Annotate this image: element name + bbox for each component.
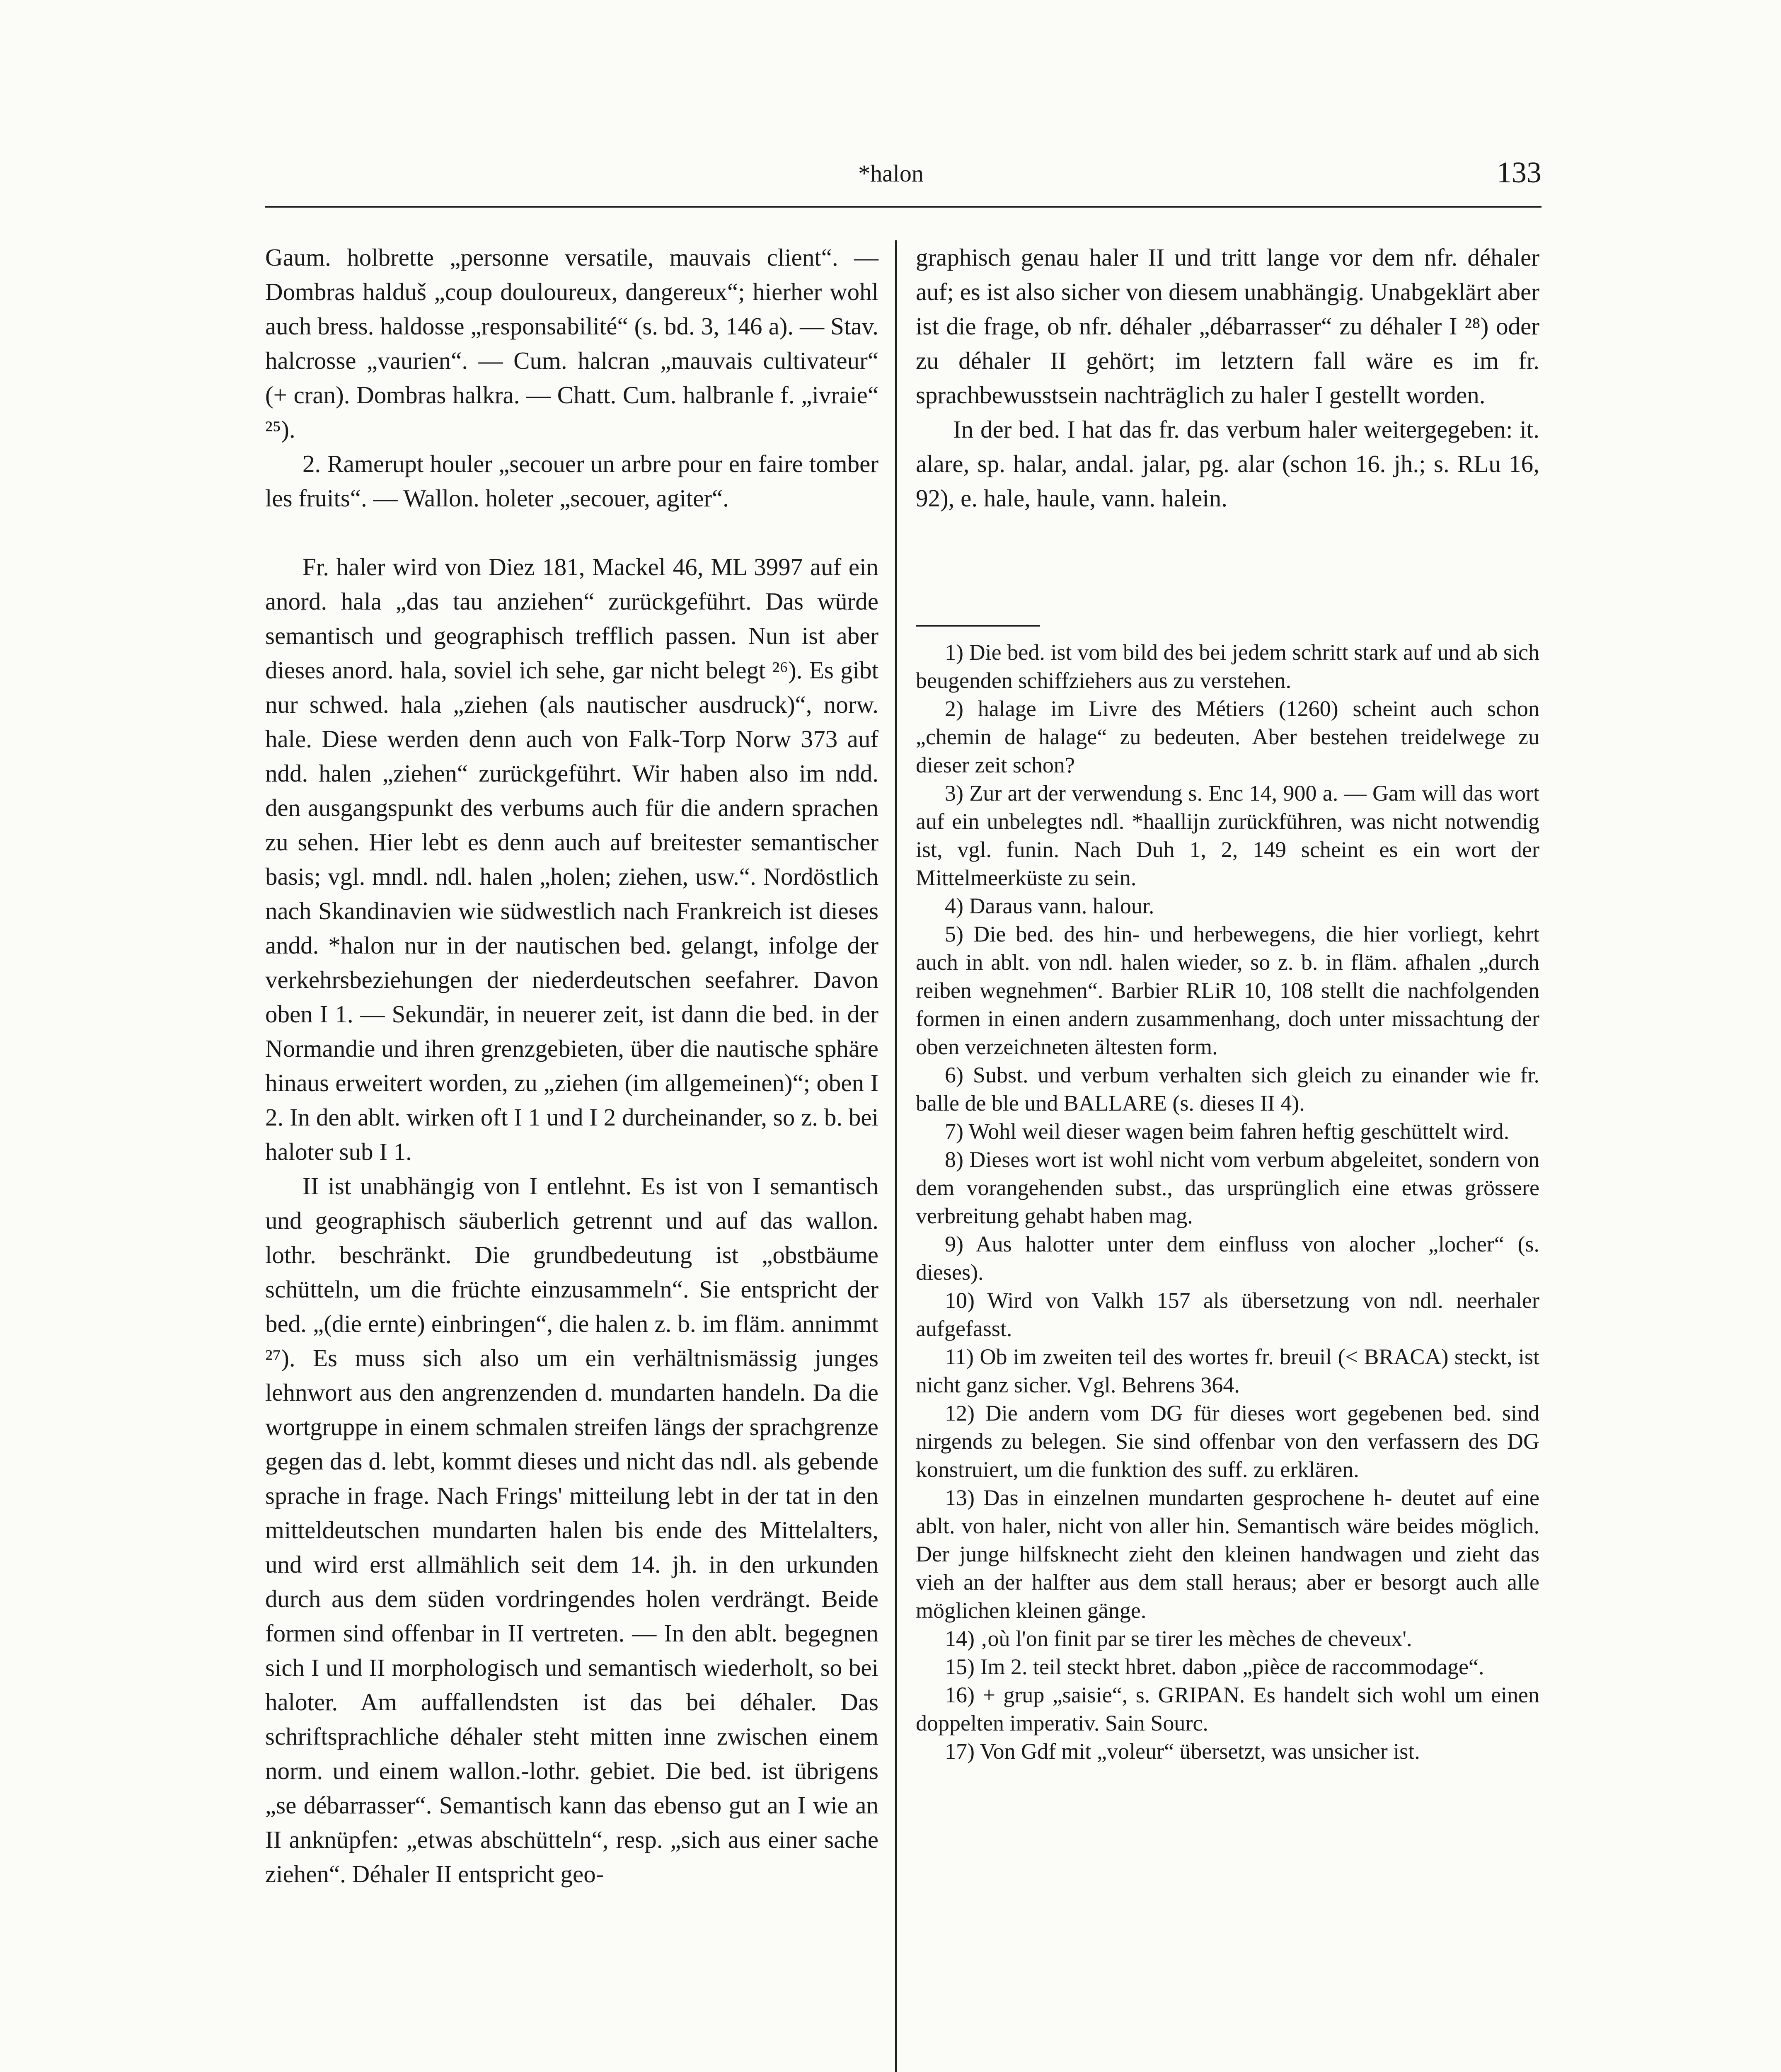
footnote: 13) Das in einzelnen mundarten gesprochene h- deutet auf eine ablt. von haler, nicht von aller hin. Semantisch wäre beides möglich. Der junge hilfsknecht zieht den kleinen handwagen und zieht das vieh an der halfter aus dem stall heraus; aber er besorgt auch alle möglichen kleinen gänge. bbox=[916, 1485, 1539, 1623]
footnote: 16) + grup „saisie“, s. GRIPAN. Es handelt sich wohl um einen doppelten imperativ. Sain Sourc. bbox=[916, 1682, 1539, 1736]
footnote: 5) Die bed. des hin- und herbewegens, die hier vorliegt, kehrt auch in ablt. von ndl. halen wieder, so z. b. in fläm. afhalen „durch reiben wegnehmen“. Barbier RLiR 10, 108 stellt die nachfolgenden formen in einen andern zusammenhang, doch unter missachtung der oben verzeichneten ältesten form. bbox=[916, 922, 1539, 1059]
right-column bbox=[916, 240, 1539, 516]
footnote: 17) Von Gdf mit „voleur“ übersetzt, was unsicher ist. bbox=[945, 1739, 1420, 1764]
paragraph: Gaum. holbrette „personne versatile, mauvais client“. — Dombras halduš „coup douloureux, dangereux“; hierher wohl auch bress. haldosse „responsabilité“ (s. bd. 3, 146 a). — Stav. halcrosse „vaurien“. — Cum. halcran „mauvais cultivateur“ (+ cran). Dombras halkra. — Chatt. Cum. halbranle f. „ivraie“ ²⁵). bbox=[265, 244, 878, 443]
header-rule bbox=[265, 206, 1541, 208]
footnote: 10) Wird von Valkh 157 als übersetzung von ndl. neerhaler aufgefasst. bbox=[916, 1288, 1539, 1341]
paragraph: 2. Ramerupt houler „secouer un arbre pour en faire tomber les fruits“. — Wallon. holeter „secouer, agiter“. bbox=[265, 450, 878, 512]
footnote: 15) Im 2. teil steckt hbret. dabon „pièce de raccommodage“. bbox=[945, 1654, 1484, 1679]
footnote: 4) Daraus vann. halour. bbox=[945, 893, 1154, 918]
left-column bbox=[265, 240, 878, 1891]
footnotes bbox=[916, 638, 1539, 1765]
footnote: 6) Subst. und verbum verhalten sich gleich zu einander wie fr. balle de ble und BALLARE (s. dieses II 4). bbox=[916, 1063, 1539, 1116]
footnote: 11) Ob im zweiten teil des wortes fr. breuil (< BRACA) steckt, ist nicht ganz sicher. Vgl. Behrens 364. bbox=[916, 1344, 1539, 1397]
paragraph: II ist unabhängig von I entlehnt. Es ist von I semantisch und geographisch säuberlich getrennt und auf das wallon. lothr. beschränkt. Die grundbedeutung ist „obstbäume schütteln, um die früchte einzusammeln“. Sie entspricht der bed. „(die ernte) einbringen“, die halen z. b. im fläm. annimmt ²⁷). Es muss sich also um ein verhältnismässig junges lehnwort aus den angrenzenden d. mundarten handeln. Da die wortgruppe in einem schmalen streifen längs der sprachgrenze gegen das d. lebt, kommt dieses und nicht das ndl. als gebende sprache in frage. Nach Frings' mitteilung lebt in der tat in den mitteldeutschen mundarten halen bis ende des Mittelalters, und wird erst allmählich seit dem 14. jh. in den urkunden durch aus dem süden vordringendes holen verdrängt. Beide formen sind offenbar in II vertreten. — In den ablt. begegnen sich I und II morphologisch und semantisch wiederholt, so bei haloter. Am auffallendsten ist das bei déhaler. Das schriftsprachliche déhaler steht mitten inne zwischen einem norm. und einem wallon.-lothr. gebiet. Die bed. ist übrigens „se débarrasser“. Semantisch kann das ebenso gut an I wie an II anknüpfen: „etwas abschütteln“, resp. „sich aus einer sache ziehen“. Déhaler II entspricht geo- bbox=[265, 1172, 878, 1888]
paragraph: Fr. haler wird von Diez 181, Mackel 46, ML 3997 auf ein anord. hala „das tau anziehen“ zurückgeführt. Das würde semantisch und geographisch trefflich passen. Nun ist aber dieses anord. hala, soviel ich sehe, gar nicht belegt ²⁶). Es gibt nur schwed. hala „ziehen (als nautischer ausdruck)“, norw. hale. Diese werden denn auch von Falk-Torp Norw 373 auf ndd. halen „ziehen“ zurückgeführt. Wir haben also im ndd. den ausgangspunkt des verbums auch für die andern sprachen zu sehen. Hier lebt es denn auch auf breitester semantischer basis; vgl. mndl. ndl. halen „holen; ziehen, usw.“. Nordöstlich nach Skandinavien wie südwestlich nach Frankreich ist dieses andd. *halon nur in der nautischen bed. gelangt, infolge der verkehrsbeziehungen der niederdeutschen seefahrer. Davon oben I 1. — Sekundär, in neuerer zeit, ist dann die bed. in der Normandie und ihren grenzgebieten, über die nautische sphäre hinaus erweitert worden, zu „ziehen (im allgemeinen)“; oben I 2. In den ablt. wirken oft I 1 und I 2 durcheinander, so z. b. bei haloter sub I 1. bbox=[265, 553, 878, 1165]
footnote: 12) Die andern vom DG für dieses wort gegebenen bed. sind nirgends zu belegen. Sie sind offenbar von den verfassern des DG konstruiert, um die funktion des suff. zu erklären. bbox=[916, 1401, 1539, 1482]
footnote-rule bbox=[916, 625, 1040, 627]
footnote: 7) Wohl weil dieser wagen beim fahren heftig geschüttelt wird. bbox=[945, 1119, 1510, 1144]
header-title: *halon bbox=[858, 160, 924, 187]
footnote: 1) Die bed. ist vom bild des bei jedem schritt stark auf und ab sich beugenden schiffziehers aus zu verstehen. bbox=[916, 640, 1539, 693]
page-number: 133 bbox=[1497, 156, 1541, 189]
paragraph: graphisch genau haler II und tritt lange vor dem nfr. déhaler auf; es ist also sicher von diesem unabhängig. Unabgeklärt aber ist die frage, ob nfr. déhaler „débarrasser“ zu déhaler I ²⁸) oder zu déhaler II gehört; im letztern fall wäre es im fr. sprachbewusstsein nachträglich zu haler I gestellt worden. bbox=[916, 244, 1539, 409]
footnote: 2) halage im Livre des Métiers (1260) scheint auch schon „chemin de halage“ zu bedeuten. Aber bestehen treidelwege zu dieser zeit schon? bbox=[916, 696, 1539, 777]
footnote: 14) ‚où l'on finit par se tirer les mèches de cheveux'. bbox=[945, 1626, 1412, 1651]
footnote: 8) Dieses wort ist wohl nicht vom verbum abgeleitet, sondern von dem vorangehenden subst., das ursprünglich eine etwas grössere verbreitung gehabt haben mag. bbox=[916, 1147, 1539, 1228]
footnote: 9) Aus halotter unter dem einfluss von alocher „locher“ (s. dieses). bbox=[916, 1232, 1539, 1285]
column-divider bbox=[895, 240, 897, 2072]
footnote: 3) Zur art der verwendung s. Enc 14, 900 a. — Gam will das wort auf ein unbelegtes ndl. *haallijn zurückführen, was nicht notwendig ist, vgl. funin. Nach Duh 1, 2, 149 scheint es ein wort der Mittelmeerküste zu sein. bbox=[916, 781, 1539, 890]
paragraph: In der bed. I hat das fr. das verbum haler weitergegeben: it. alare, sp. halar, andal. jalar, pg. alar (schon 16. jh.; s. RLu 16, 92), e. hale, haule, vann. halein. bbox=[916, 416, 1539, 512]
